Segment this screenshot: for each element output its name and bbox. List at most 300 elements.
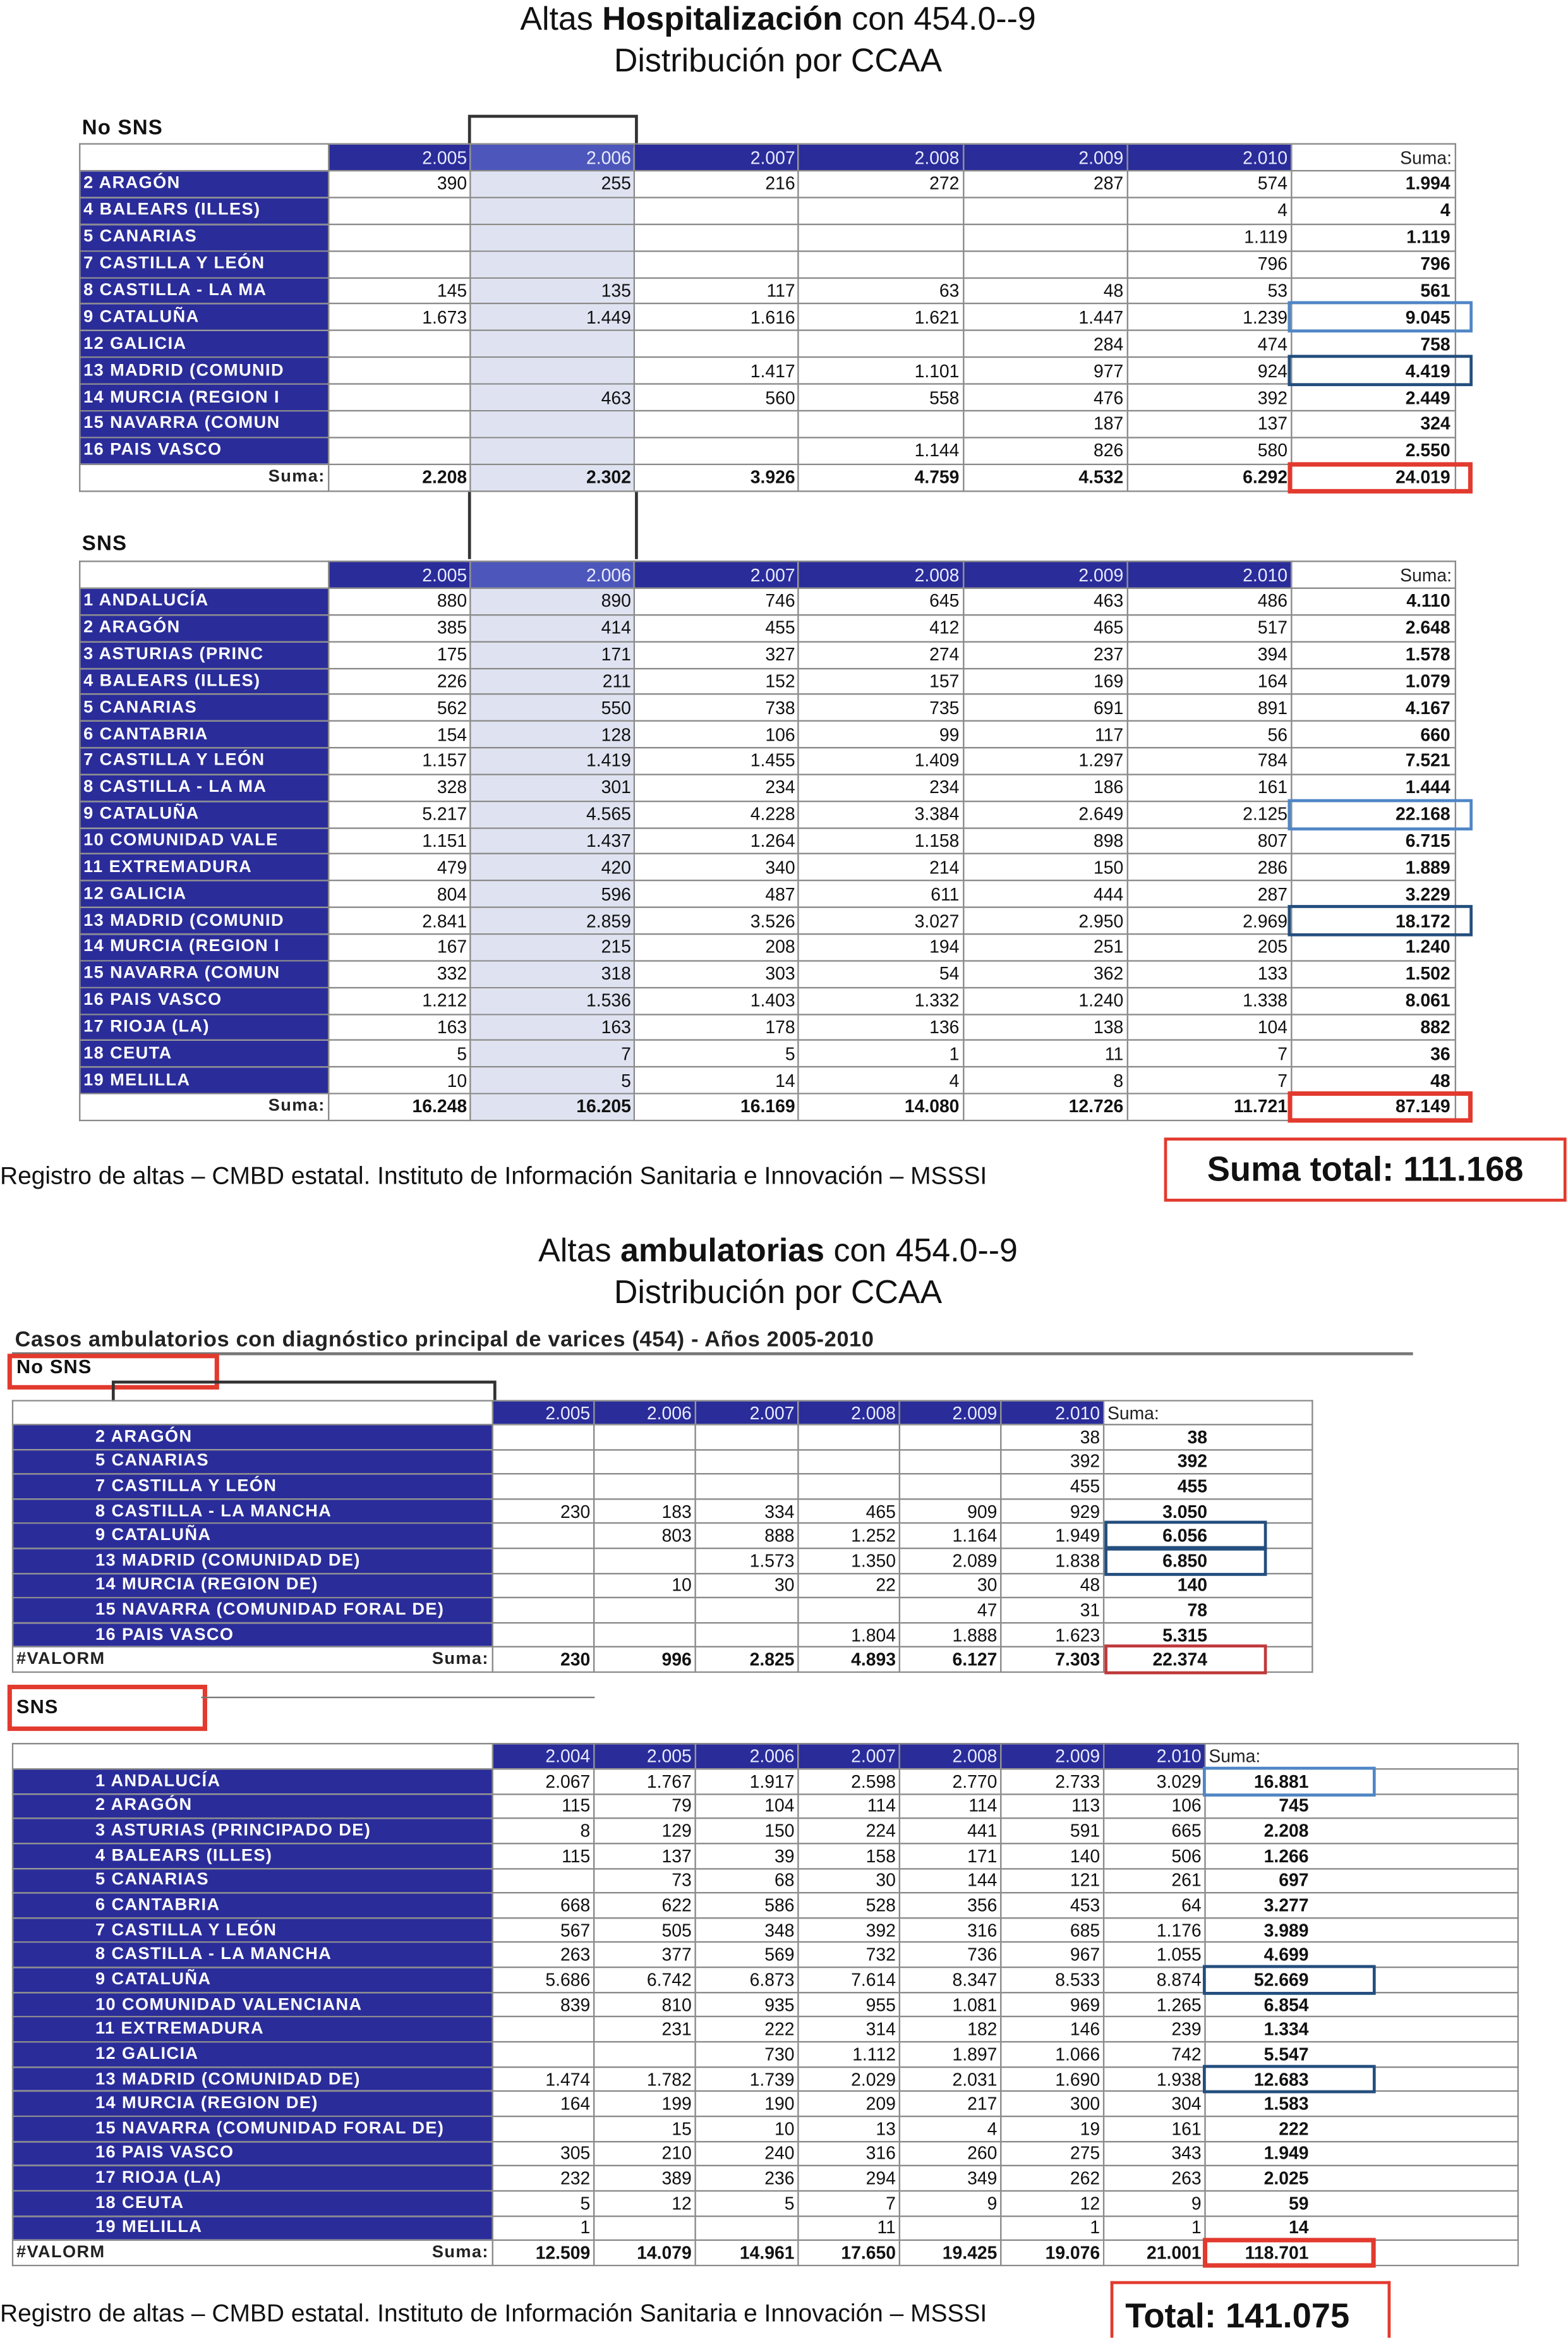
region-name — [80, 437, 329, 464]
value-cell: 1.240 — [963, 987, 1127, 1014]
label-text: 11 EXTREMADURA — [95, 2020, 265, 2039]
value-cell: 1.474 — [493, 2066, 594, 2091]
value-cell — [329, 384, 471, 411]
value-cell: 15 — [594, 2116, 695, 2141]
year-header: 2.007 — [635, 144, 799, 171]
sum-value: 1.240 — [1405, 937, 1450, 958]
region-name — [80, 774, 329, 801]
value-cell: 3.027 — [799, 907, 963, 934]
value-cell: 208 — [635, 934, 799, 961]
region-name — [13, 2216, 493, 2240]
region-name — [80, 384, 329, 411]
label-text: 2 ARAGÓN — [83, 619, 181, 638]
sum-cell — [1104, 1598, 1312, 1622]
value-cell: 287 — [963, 171, 1127, 197]
value-cell: 171 — [471, 641, 635, 668]
value-cell: 294 — [798, 2166, 899, 2190]
value-cell: 232 — [493, 2166, 594, 2190]
value-cell: 304 — [1104, 2092, 1205, 2116]
table-row — [13, 1548, 1312, 1573]
region-name — [80, 615, 329, 641]
value-cell: 114 — [798, 1794, 899, 1819]
sum-value: 14 — [1288, 2217, 1309, 2239]
value-cell — [594, 1474, 695, 1499]
region-name — [13, 2141, 493, 2166]
year-header: 2.008 — [799, 144, 963, 171]
sum-cell — [1291, 464, 1456, 490]
value-cell: 16.248 — [329, 1094, 471, 1120]
value-cell: 1.338 — [1127, 987, 1291, 1014]
amb-sns-label: SNS — [16, 1695, 59, 1718]
value-cell: 1.419 — [471, 748, 635, 774]
sum-cell — [1104, 1449, 1312, 1474]
sum-value: 38 — [1187, 1426, 1208, 1448]
value-cell: 161 — [1127, 774, 1291, 801]
value-cell — [493, 1474, 594, 1499]
label-text: 10 COMUNIDAD VALE — [83, 832, 279, 850]
sum-value: 36 — [1430, 1043, 1450, 1064]
header-row — [13, 1744, 1518, 1769]
value-cell: 486 — [1127, 588, 1291, 615]
value-cell: 194 — [799, 934, 963, 961]
value-cell: 2.969 — [1127, 907, 1291, 934]
title-text: con 454.0--9 — [824, 1231, 1018, 1269]
sum-cell — [1291, 588, 1456, 615]
value-cell: 216 — [635, 171, 799, 197]
sum-value: 4 — [1440, 200, 1450, 221]
value-cell: 205 — [1127, 934, 1291, 961]
table-row — [80, 1014, 1456, 1040]
region-name — [80, 801, 329, 828]
value-cell — [329, 251, 471, 277]
value-cell: 164 — [493, 2092, 594, 2116]
value-cell: 11.721 — [1127, 1094, 1291, 1120]
label-text: 7 CASTILLA Y LEÓN — [83, 255, 265, 274]
region-name — [13, 1598, 493, 1622]
value-cell: 7 — [471, 1040, 635, 1067]
value-cell: 150 — [696, 1819, 799, 1843]
region-name — [13, 1893, 493, 1918]
value-cell: 569 — [696, 1943, 799, 1967]
value-cell: 48 — [963, 277, 1127, 304]
label-text: 14 MURCIA (REGION DE) — [95, 1576, 318, 1594]
value-cell: 955 — [798, 1992, 899, 2017]
value-cell: 1.673 — [329, 304, 471, 331]
value-cell: 444 — [963, 881, 1127, 907]
value-cell — [799, 251, 963, 277]
value-cell: 73 — [594, 1868, 695, 1893]
sum-value: 6.854 — [1263, 1994, 1309, 2015]
region-name — [13, 2166, 493, 2190]
sum-cell — [1291, 384, 1456, 411]
value-cell: 2.649 — [963, 801, 1127, 828]
table-row — [80, 721, 1456, 748]
value-cell: 6.742 — [594, 1967, 695, 1992]
region-name — [80, 171, 329, 197]
value-cell — [696, 2216, 799, 2240]
value-cell: 211 — [471, 668, 635, 694]
amb-source: Registro de altas – CMBD estatal. Instituto de Información Sanitaria e Innovación – MSSSI — [0, 2300, 987, 2327]
value-cell — [329, 358, 471, 384]
year-header: 2.007 — [798, 1744, 899, 1769]
total-row — [80, 1094, 1456, 1120]
sum-cell — [1205, 1893, 1517, 1918]
sum-cell — [1104, 1548, 1312, 1573]
value-cell: 12 — [1001, 2191, 1104, 2216]
sum-value: 660 — [1420, 724, 1450, 745]
value-cell: 121 — [1001, 1868, 1104, 1893]
sum-cell — [1291, 331, 1456, 357]
value-cell: 2.733 — [1001, 1769, 1104, 1793]
value-cell: 898 — [963, 828, 1127, 854]
header-row — [80, 561, 1456, 588]
value-cell — [963, 251, 1127, 277]
value-cell — [635, 331, 799, 357]
value-cell: 260 — [900, 2141, 1001, 2166]
label-text: 15 NAVARRA (COMUN — [83, 965, 280, 983]
value-cell: 1 — [493, 2216, 594, 2240]
table-row — [80, 641, 1456, 668]
value-cell: 1.949 — [1001, 1524, 1104, 1548]
value-cell: 736 — [900, 1943, 1001, 1967]
value-cell — [594, 1623, 695, 1647]
value-cell: 106 — [1104, 1794, 1205, 1819]
value-cell: 144 — [900, 1868, 1001, 1893]
value-cell: 10 — [696, 2116, 799, 2141]
label-text: 4 BALEARS (ILLES) — [83, 202, 261, 220]
table-row — [13, 1967, 1518, 1992]
label-text: 16 PAIS VASCO — [83, 442, 222, 460]
year-header: 2.006 — [696, 1744, 799, 1769]
error-marker: #VALORM — [16, 1651, 106, 1669]
sum-cell — [1291, 251, 1456, 277]
sum-cell — [1205, 1868, 1517, 1893]
value-cell: 334 — [696, 1499, 799, 1524]
region-name — [13, 1449, 493, 1474]
sum-cell — [1291, 641, 1456, 668]
label-text: 16 PAIS VASCO — [95, 2144, 234, 2162]
value-cell — [799, 331, 963, 357]
sum-cell — [1291, 224, 1456, 251]
value-cell: 150 — [963, 854, 1127, 881]
header-blank — [13, 1401, 493, 1425]
value-cell: 1.437 — [471, 828, 635, 854]
value-cell: 12.509 — [493, 2240, 594, 2265]
value-cell: 1.449 — [471, 304, 635, 331]
sum-cell — [1205, 2116, 1517, 2141]
value-cell: 804 — [329, 881, 471, 907]
value-cell: 13 — [798, 2116, 899, 2141]
value-cell: 1.409 — [799, 748, 963, 774]
region-name — [80, 828, 329, 854]
value-cell: 1.888 — [900, 1623, 1001, 1647]
value-cell: 146 — [1001, 2017, 1104, 2042]
region-name — [13, 2042, 493, 2066]
value-cell: 217 — [900, 2092, 1001, 2116]
region-name — [80, 304, 329, 331]
table-row — [80, 304, 1456, 331]
value-cell: 7 — [1127, 1067, 1291, 1094]
value-cell: 178 — [635, 1014, 799, 1040]
sum-cell — [1291, 668, 1456, 694]
year-header: 2.008 — [799, 561, 963, 588]
hosp-subtitle: Distribución por CCAA — [613, 42, 943, 80]
selected-column-frame — [468, 492, 638, 559]
table-row — [13, 1424, 1312, 1449]
value-cell — [493, 1548, 594, 1573]
year-header: 2.010 — [1104, 1744, 1205, 1769]
value-cell: 3.384 — [799, 801, 963, 828]
value-cell: 2.859 — [471, 907, 635, 934]
sum-value: 3.989 — [1263, 1919, 1309, 1941]
sum-value: 1.578 — [1405, 644, 1450, 665]
value-cell: 2.950 — [963, 907, 1127, 934]
hosp-source: Registro de altas – CMBD estatal. Instituto de Información Sanitaria e Innovación – MSSSI — [0, 1163, 987, 1190]
value-cell — [471, 224, 635, 251]
value-cell: 9 — [900, 2191, 1001, 2216]
sum-cell — [1205, 2066, 1517, 2091]
year-header: 2.005 — [329, 144, 471, 171]
sum-cell — [1205, 1819, 1517, 1843]
sum-header: Suma: — [1291, 144, 1456, 171]
sum-value: 3.050 — [1162, 1500, 1208, 1522]
value-cell — [594, 2216, 695, 2240]
region-name — [80, 748, 329, 774]
value-cell: 287 — [1127, 881, 1291, 907]
value-cell — [471, 197, 635, 224]
label-text: 18 CEUTA — [83, 1045, 172, 1063]
value-cell: 171 — [900, 1843, 1001, 1868]
header-blank — [80, 561, 329, 588]
value-cell: 1.252 — [798, 1524, 899, 1548]
value-cell — [329, 437, 471, 464]
value-cell: 1.158 — [799, 828, 963, 854]
value-cell: 479 — [329, 854, 471, 881]
region-name — [13, 2116, 493, 2141]
divider — [202, 1697, 595, 1698]
sum-value: 16.881 — [1253, 1771, 1309, 1792]
table-row — [80, 358, 1456, 384]
sum-cell — [1205, 2092, 1517, 2116]
label-text: 4 BALEARS (ILLES) — [83, 672, 261, 691]
region-name — [13, 1573, 493, 1598]
value-cell: 175 — [329, 641, 471, 668]
title-text: Altas — [520, 0, 603, 37]
value-cell: 8 — [493, 1819, 594, 1843]
value-cell — [594, 2042, 695, 2066]
value-cell: 231 — [594, 2017, 695, 2042]
table-row — [13, 1819, 1518, 1843]
value-cell: 11 — [963, 1040, 1127, 1067]
value-cell: 1.417 — [635, 358, 799, 384]
value-cell: 476 — [963, 384, 1127, 411]
sum-value: 6.715 — [1405, 830, 1450, 852]
label-text: 7 CASTILLA Y LEÓN — [95, 1477, 277, 1496]
value-cell: 4.565 — [471, 801, 635, 828]
region-name — [80, 854, 329, 881]
value-cell: 1.212 — [329, 987, 471, 1014]
value-cell: 182 — [900, 2017, 1001, 2042]
value-cell: 1.239 — [1127, 304, 1291, 331]
hosp-sns-table — [79, 561, 1456, 1121]
value-cell: 16.205 — [471, 1094, 635, 1120]
label-text: 13 MADRID (COMUNIDAD DE) — [95, 2070, 361, 2089]
hosp-no-sns-table — [79, 143, 1456, 491]
label-text: 7 CASTILLA Y LEÓN — [95, 1921, 277, 1939]
value-cell: 394 — [1127, 641, 1291, 668]
total-row — [13, 1647, 1312, 1672]
value-cell: 2.089 — [900, 1548, 1001, 1573]
label-text: 12 GALICIA — [95, 2045, 199, 2063]
sum-value: 1.949 — [1263, 2143, 1309, 2164]
value-cell: 11 — [798, 2216, 899, 2240]
value-cell: 47 — [900, 1598, 1001, 1622]
value-cell — [594, 1548, 695, 1573]
label-text: 6 CANTABRIA — [83, 725, 208, 744]
sum-value: 2.025 — [1263, 2168, 1309, 2189]
table-row — [80, 224, 1456, 251]
value-cell: 784 — [1127, 748, 1291, 774]
label-text: 8 CASTILLA - LA MANCHA — [95, 1502, 332, 1520]
value-cell — [493, 2042, 594, 2066]
label-text: 1 ANDALUCÍA — [83, 592, 209, 610]
value-cell: 234 — [799, 774, 963, 801]
value-cell: 528 — [798, 1893, 899, 1918]
sum-value: 392 — [1177, 1451, 1208, 1472]
value-cell: 327 — [635, 641, 799, 668]
region-name — [80, 694, 329, 721]
value-cell: 5 — [471, 1067, 635, 1094]
value-cell — [696, 1598, 799, 1622]
value-cell: 300 — [1001, 2092, 1104, 2116]
sum-cell — [1291, 411, 1456, 437]
sum-cell — [1104, 1573, 1312, 1598]
sum-value: 745 — [1279, 1795, 1309, 1817]
table-row — [80, 197, 1456, 224]
label-text: 18 CEUTA — [95, 2194, 184, 2212]
amb-grand-total: Total: 141.075 — [1111, 2281, 1391, 2338]
region-name — [13, 2066, 493, 2091]
error-marker: #VALORM — [16, 2243, 106, 2262]
value-cell: 5.686 — [493, 1967, 594, 1992]
sum-value: 52.669 — [1253, 1969, 1309, 1991]
value-cell: 1.838 — [1001, 1548, 1104, 1573]
value-cell — [963, 197, 1127, 224]
sum-value: 1.334 — [1263, 2019, 1309, 2041]
table-row — [13, 2141, 1518, 2166]
value-cell: 1.264 — [635, 828, 799, 854]
value-cell: 1.112 — [798, 2042, 899, 2066]
value-cell: 12 — [594, 2191, 695, 2216]
sum-cell — [1205, 2240, 1517, 2265]
label-text: 14 MURCIA (REGION I — [83, 938, 280, 957]
value-cell: 239 — [1104, 2017, 1205, 2042]
table-row — [13, 1992, 1518, 2017]
value-cell — [493, 1524, 594, 1548]
value-cell: 611 — [799, 881, 963, 907]
value-cell: 796 — [1127, 251, 1291, 277]
value-cell: 1.616 — [635, 304, 799, 331]
value-cell: 2.029 — [798, 2066, 899, 2091]
value-cell: 128 — [471, 721, 635, 748]
header-row — [80, 144, 1456, 171]
value-cell: 275 — [1001, 2141, 1104, 2166]
sum-value: 6.850 — [1162, 1550, 1208, 1572]
year-header: 2.007 — [696, 1401, 799, 1425]
value-cell: 1.297 — [963, 748, 1127, 774]
value-cell — [798, 1598, 899, 1622]
sum-value: 3.277 — [1263, 1895, 1309, 1916]
value-cell: 738 — [635, 694, 799, 721]
year-header: 2.005 — [493, 1401, 594, 1425]
value-cell: 839 — [493, 1992, 594, 2017]
region-name — [80, 1014, 329, 1040]
value-cell — [471, 331, 635, 357]
label-text: 16 PAIS VASCO — [83, 992, 222, 1010]
label-text: 7 CASTILLA Y LEÓN — [83, 752, 265, 770]
value-cell: 14.961 — [696, 2240, 799, 2265]
region-name — [13, 1769, 493, 1793]
value-cell: 8.874 — [1104, 1967, 1205, 1992]
value-cell: 4 — [799, 1067, 963, 1094]
sum-cell — [1291, 277, 1456, 304]
value-cell: 22 — [798, 1573, 899, 1598]
value-cell: 17.650 — [798, 2240, 899, 2265]
region-name — [13, 1967, 493, 1992]
value-cell: 251 — [963, 934, 1127, 961]
table-row — [13, 1499, 1312, 1524]
value-cell — [471, 358, 635, 384]
value-cell: 14.080 — [799, 1094, 963, 1120]
value-cell: 286 — [1127, 854, 1291, 881]
sum-value: 222 — [1279, 2118, 1309, 2140]
value-cell: 924 — [1127, 358, 1291, 384]
value-cell: 1.066 — [1001, 2042, 1104, 2066]
table-row — [80, 251, 1456, 277]
value-cell: 263 — [493, 1943, 594, 1967]
region-name — [13, 1943, 493, 1967]
value-cell: 455 — [635, 615, 799, 641]
table-row — [13, 2216, 1518, 2240]
value-cell: 2.208 — [329, 464, 471, 490]
value-cell: 54 — [799, 961, 963, 987]
value-cell: 742 — [1104, 2042, 1205, 2066]
value-cell: 230 — [493, 1647, 594, 1672]
value-cell: 967 — [1001, 1943, 1104, 1967]
value-cell: 53 — [1127, 277, 1291, 304]
label-text: 9 CATALUÑA — [83, 308, 200, 327]
value-cell: 385 — [329, 615, 471, 641]
value-cell: 261 — [1104, 1868, 1205, 1893]
sum-value: 78 — [1187, 1599, 1208, 1621]
region-name — [80, 1067, 329, 1094]
value-cell — [493, 1573, 594, 1598]
table-row — [13, 1474, 1312, 1499]
value-cell: 10 — [594, 1573, 695, 1598]
sum-cell — [1291, 907, 1456, 934]
value-cell: 880 — [329, 588, 471, 615]
sum-cell — [1205, 1967, 1517, 1992]
table-row — [80, 828, 1456, 854]
value-cell: 1 — [1001, 2216, 1104, 2240]
value-cell: 64 — [1104, 1893, 1205, 1918]
value-cell — [594, 1598, 695, 1622]
label-text: 15 NAVARRA (COMUNIDAD FORAL DE) — [95, 1601, 445, 1620]
hosp-no-sns-label: No SNS — [81, 114, 163, 139]
value-cell: 7 — [1127, 1040, 1291, 1067]
value-cell — [900, 1474, 1001, 1499]
value-cell — [329, 224, 471, 251]
